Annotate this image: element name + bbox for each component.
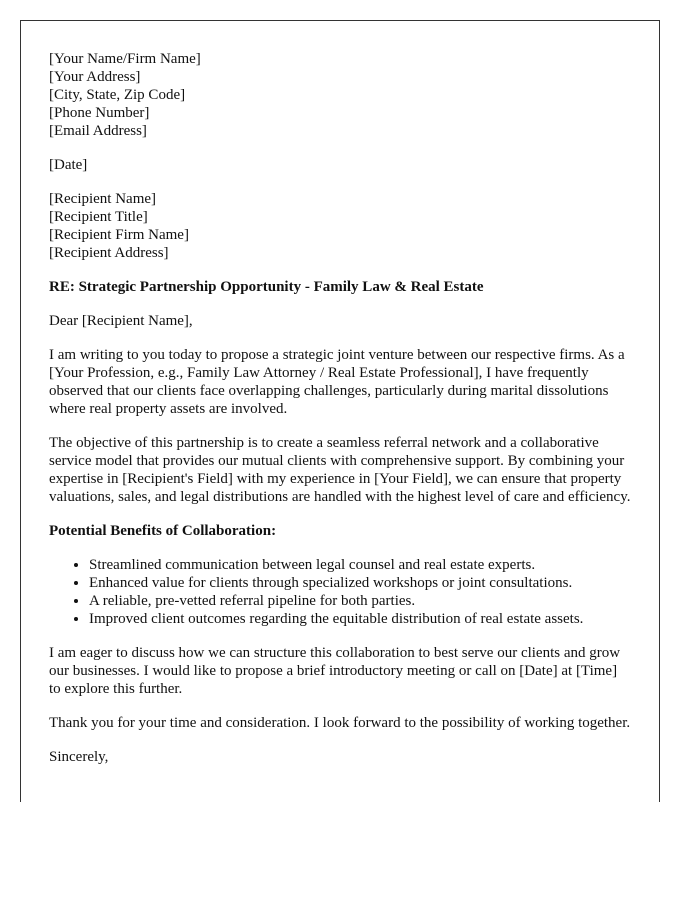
letter-date: [Date]: [49, 157, 88, 173]
list-item: • Improved client outcomes regarding the equitable distribution of real estate assets.: [89, 610, 631, 628]
sender-address: [Your Address]: [49, 69, 141, 85]
list-item: • Streamlined communication between legal counsel and real estate experts.: [89, 556, 631, 574]
list-item: • A reliable, pre-vetted referral pipeline for both parties.: [89, 592, 631, 610]
sender-block: [49, 50, 631, 140]
benefits-heading: Potential Benefits of Collaboration:: [49, 523, 277, 539]
recipient-name: [Recipient Name]: [49, 191, 157, 207]
body-paragraph: The objective of this partnership is to create a seamless referral network and a collaborative service model that provides our mutual clients with comprehensive support. By combining your expertise in [Recipient's Field] with my experience in [Your Field], we can ensure that property valuations, sales, and legal distributions are handled with the highest level of care and efficiency.: [49, 435, 631, 505]
list-item: • Enhanced value for clients through specialized workshops or joint consultations.: [89, 574, 631, 592]
body-paragraph: I am writing to you today to propose a strategic joint venture between our respective firms. As a [Your Profession, e.g., Family Law Attorney / Real Estate Professional], I have frequently observed that our clients face overlapping challenges, particularly during marital dissolutions where real property assets are involved.: [49, 347, 625, 417]
subject-line: RE: Strategic Partnership Opportunity - Family Law & Real Estate: [49, 279, 484, 295]
recipient-address: [Recipient Address]: [49, 245, 169, 261]
letter-page: [20, 20, 660, 802]
recipient-title: [Recipient Title]: [49, 209, 148, 225]
closing-paragraph: Thank you for your time and consideration. I look forward to the possibility of working together.: [49, 715, 631, 731]
closing-paragraph: I am eager to discuss how we can structure this collaboration to best serve our clients and grow our businesses. I would like to propose a brief introductory meeting or call on [Date] at [Time] to explore this further.: [49, 645, 621, 697]
recipient-block: [49, 190, 631, 262]
sender-phone: [Phone Number]: [49, 105, 150, 121]
salutation: Dear [Recipient Name],: [49, 313, 193, 329]
recipient-firm: [Recipient Firm Name]: [49, 227, 189, 243]
sender-email: [Email Address]: [49, 123, 147, 139]
benefits-list: [49, 556, 631, 628]
signoff: Sincerely,: [49, 749, 109, 765]
sender-name: [Your Name/Firm Name]: [49, 51, 201, 67]
sender-city: [City, State, Zip Code]: [49, 87, 186, 103]
